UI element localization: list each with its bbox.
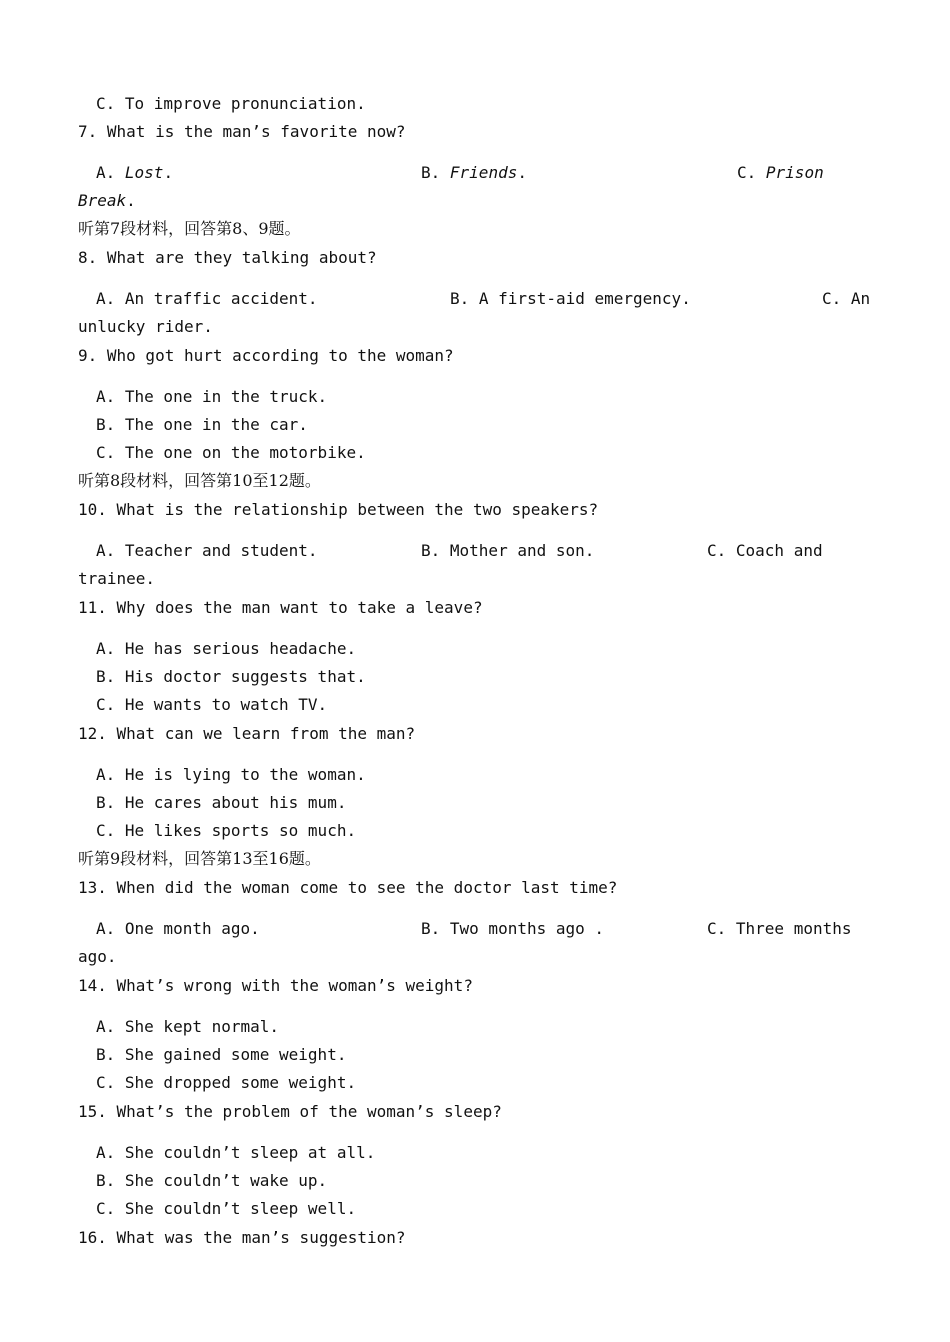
section-heading-9: 听第9段材料，回答第13至16题。 [78,849,321,868]
q15-option-b: B. She couldn’t wake up. [96,1171,328,1190]
q7-option-a-text: Lost [124,163,164,182]
q13-option-b: B. Two months ago . [421,919,605,938]
q7-option-c-letter: C. [737,163,766,182]
q7-option-c-text: Prison [765,163,824,182]
q7-option-a-period: . [163,163,174,182]
q14-option-a: A. She kept normal. [96,1017,280,1036]
q12-option-b: B. He cares about his mum. [96,793,347,812]
q10-option-b: B. Mother and son. [421,541,595,560]
q10-option-c-wrap: trainee. [78,569,156,588]
q13-option-c: C. Three months [707,919,852,938]
question-11: 11. Why does the man want to take a leave? [78,598,483,617]
q12-option-a: A. He is lying to the woman. [96,765,366,784]
q7-option-b-period: . [517,163,527,182]
q9-option-b: B. The one in the car. [96,415,308,434]
q9-option-a: A. The one in the truck. [96,387,328,406]
q11-option-c: C. He wants to watch TV. [96,695,328,714]
q10-option-c: C. Coach and [707,541,823,560]
q11-option-b: B. His doctor suggests that. [96,667,366,686]
section-heading-7: 听第7段材料，回答第8、9题。 [78,219,301,238]
section-heading-8: 听第8段材料，回答第10至12题。 [78,471,321,490]
q14-option-c: C. She dropped some weight. [96,1073,357,1092]
question-9: 9. Who got hurt according to the woman? [78,346,454,365]
question-12: 12. What can we learn from the man? [78,724,416,743]
q9-option-c: C. The one on the motorbike. [96,443,366,462]
q15-option-a: A. She couldn’t sleep at all. [96,1143,376,1162]
q7-option-a [96,163,173,183]
q13-option-a: A. One month ago. [96,919,260,938]
q10-option-a: A. Teacher and student. [96,541,318,560]
q12-option-c: C. He likes sports so much. [96,821,357,840]
question-10: 10. What is the relationship between the two speakers? [78,500,599,519]
q7-option-b-text: Friends [449,163,518,182]
q13-option-c-wrap: ago. [78,947,117,966]
question-8: 8. What are they talking about? [78,248,377,267]
question-14: 14. What’s wrong with the woman’s weight? [78,976,473,995]
q8-option-c: C. An [822,289,871,308]
q15-option-c: C. She couldn’t sleep well. [96,1199,357,1218]
q7-option-c [737,163,824,183]
q6-option-c: C. To improve pronunciation. [96,94,366,113]
question-16: 16. What was the man’s suggestion? [78,1228,406,1247]
q7-option-a-letter: A. [96,163,125,182]
q8-option-a: A. An traffic accident. [96,289,318,308]
q14-option-b: B. She gained some weight. [96,1045,347,1064]
q8-option-c-wrap: unlucky rider. [78,317,213,336]
q7-option-b-letter: B. [421,163,450,182]
q7-option-b [421,163,527,183]
q7-option-c-wrap [78,191,136,211]
q11-option-a: A. He has serious headache. [96,639,357,658]
q8-option-b: B. A first-aid emergency. [450,289,691,308]
q7-option-c-wrap-text: Break [78,191,127,210]
q7-option-c-wrap-period: . [126,191,136,210]
question-13: 13. When did the woman come to see the doctor last time? [78,878,618,897]
question-15: 15. What’s the problem of the woman’s sleep? [78,1102,502,1121]
question-7: 7. What is the man’s favorite now? [78,122,406,141]
